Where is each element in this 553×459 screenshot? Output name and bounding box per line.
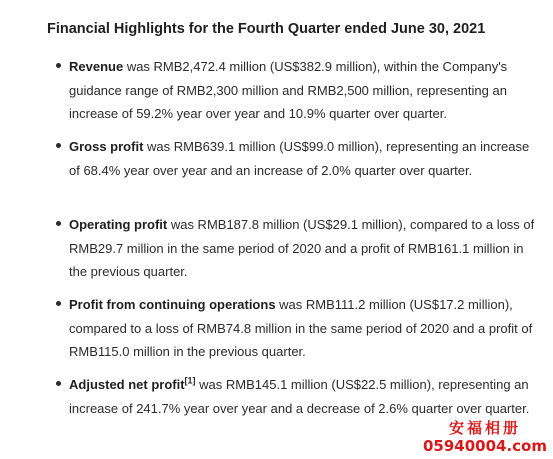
- item-text: was RMB187.8 million (US$29.1 million), compared to a loss of RMB29.7 million in the same period of 2020 and a profit of RMB161.1 million in the previous quarter.: [69, 217, 535, 279]
- watermark: [423, 419, 547, 455]
- item-text: was RMB145.1 million (US$22.5 million), representing an increase of 241.7% year over year and a decrease of 2.6% quarter over quarter.: [69, 377, 530, 416]
- item-text: was RMB2,472.4 million (US$382.9 million), within the Company's guidance range of RMB2,300 million and RMB2,500 million, representing an increase of 59.2% year over year and 10.9% quarter over quarter.: [69, 59, 508, 121]
- watermark-name: 安福相册: [448, 419, 521, 437]
- section-heading: Financial Highlights for the Fourth Quarter ended June 30, 2021: [47, 21, 486, 37]
- item-label: Revenue: [69, 59, 124, 74]
- item-label: Profit from continuing operations: [69, 297, 276, 312]
- bullet-icon: [56, 221, 61, 226]
- bullet-icon: [56, 301, 61, 306]
- bullet-icon: [56, 381, 61, 386]
- item-text: was RMB639.1 million (US$99.0 million), representing an increase of 68.4% year over year and an increase of 2.0% quarter over quarter.: [69, 139, 530, 178]
- item-label: Adjusted net profit: [69, 377, 185, 392]
- item-label: Operating profit: [69, 217, 168, 232]
- bullet-icon: [56, 143, 61, 148]
- item-label: Gross profit: [69, 139, 144, 154]
- item-text: was RMB111.2 million (US$17.2 million), compared to a loss of RMB74.8 million in the same period of 2020 and a profit of RMB115.0 million in the previous quarter.: [69, 297, 533, 359]
- footnote-ref: [1]: [184, 375, 196, 386]
- bullet-icon: [56, 63, 61, 68]
- watermark-url: 05940004.com: [422, 437, 547, 455]
